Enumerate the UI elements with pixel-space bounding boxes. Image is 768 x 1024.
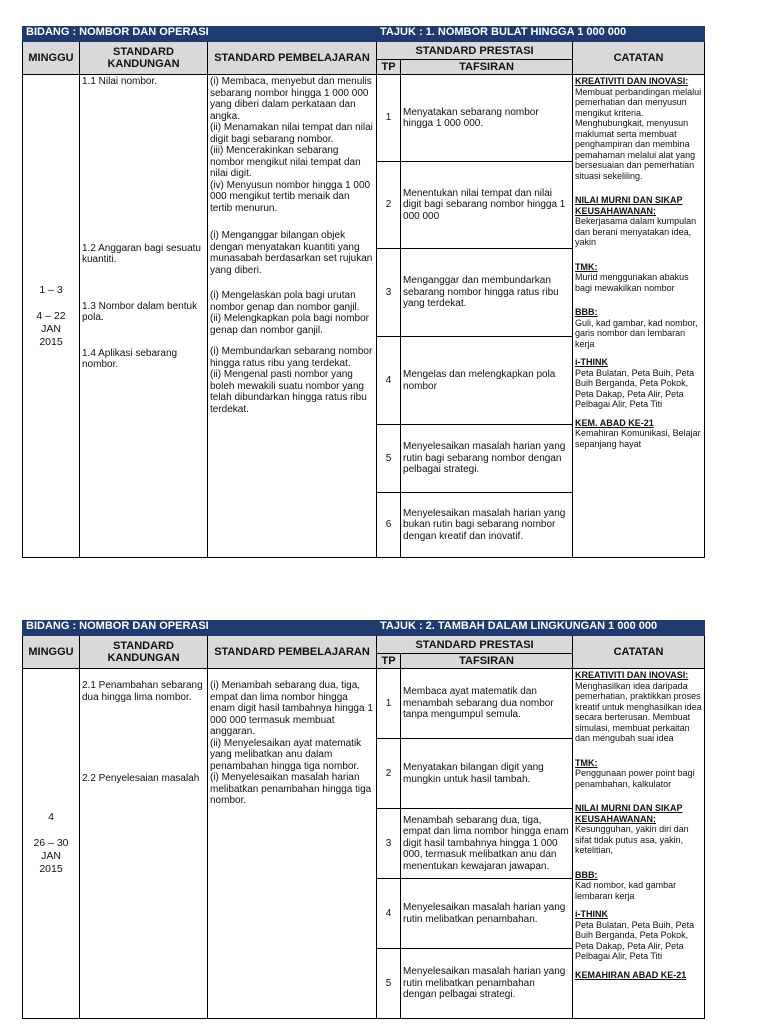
standard-kandungan-cell [80,75,208,558]
tp-level: 2 [377,162,401,249]
minggu-year: 2015 [39,863,63,875]
minggu-dates: 26 – 30 [33,837,69,849]
sp-item: (i) Menyelesaikan masalah harian melibatkan penambahan hingga tiga nombor. [210,772,372,806]
tp-level: 4 [377,879,401,949]
catatan-text: Bekerjasama dalam kumpulan dan berani menyatakan idea, yakin [575,216,697,247]
catatan-heading: KEMAHIRAN ABAD KE-21 [575,969,687,980]
minggu-cell [23,669,80,1019]
header-standard-prestasi: STANDARD PRESTASI [377,636,573,654]
catatan-heading: NILAI MURNI DAN SIKAP KEUSAHAWANAN: [575,195,683,216]
sp-item: (i) Membundarkan sebarang nombor hingga ratus ribu yang terdekat. [210,346,373,369]
catatan-heading: i-THINK [575,909,609,919]
header-tafsiran: TAFSIRAN [401,60,573,75]
rpt-sheet-2 [22,620,704,1019]
catatan-heading: TMK: [575,757,598,768]
bidang-label: BIDANG : NOMBOR DAN OPERASI [23,621,377,636]
catatan-text: Peta Bulatan, Peta Buih, Peta Buih Berganda, Peta Pokok, Peta Dakap, Peta Alir, Peta Pelbagai Alir, Peta Titi [575,367,695,409]
tp-level: 2 [377,739,401,809]
tafsiran-text: Menambah sebarang dua, tiga, empat dan lima nombor hingga enam digit hasil tambahnya hingga 1 000 000, termasuk melibatkan anu dan menentukan kewajaran jawapan. [401,809,573,879]
sk-item: 1.3 Nombor dalam bentuk pola. [82,300,198,323]
tp-level: 5 [377,425,401,493]
minggu-month: JAN [41,322,61,335]
standard-pembelajaran-cell [208,669,377,1019]
catatan-text: Kemahiran Komunikasi, Belajar sepanjang hayat [575,428,701,449]
catatan-heading: NILAI MURNI DAN SIKAP KEUSAHAWANAN: [575,803,683,824]
catatan-heading: TMK: [575,261,598,272]
header-standard-pembelajaran: STANDARD PEMBELAJARAN [208,636,377,669]
tp-level: 3 [377,809,401,879]
catatan-heading: KEM. ABAD KE-21 [575,417,654,428]
sk-item: 2.1 Penambahan sebarang dua hingga lima nombor. [82,680,203,703]
header-tp: TP [377,60,401,75]
tafsiran-text: Membaca ayat matematik dan menambah sebarang dua nombor tanpa mengumpul semula. [401,669,573,739]
rpt-table-2 [22,620,705,1019]
catatan-text: Penggunaan power point bagi penambahan, kalkulator [575,768,695,789]
sp-item: (ii) Melengkapkan pola bagi nombor genap dan nombor ganjil. [210,313,369,336]
standard-pembelajaran-cell [208,75,377,558]
tafsiran-text: Menyelesaikan masalah harian yang bukan rutin bagi sebarang nombor dengan kreatif dan inovatif. [401,493,573,558]
tafsiran-text: Menyelesaikan masalah harian yang rutin melibatkan penambahan dengan pelbagai strategi. [401,949,573,1019]
tp-level: 5 [377,949,401,1019]
sp-item: (i) Menambah sebarang dua, tiga, empat dan lima nombor hingga enam digit hasil tambahnya hingga 1 000 000 termasuk membuat anggaran. [210,680,373,737]
catatan-text: Guli, kad gambar, kad nombor, garis nombor dan lembaran kerja [575,317,698,349]
tp-level: 1 [377,669,401,739]
tafsiran-text: Menyelesaikan masalah harian yang rutin melibatkan penambahan. [401,879,573,949]
minggu-year: 2015 [39,335,63,348]
minggu-weeks: 1 – 3 [39,283,63,296]
header-standard-kandungan: STANDARD KANDUNGAN [80,636,208,669]
catatan-text: Kad nombor, kad gambar lembaran kerja [575,880,677,901]
tafsiran-text: Menyelesaikan masalah harian yang rutin bagi sebarang nombor dengan pelbagai strategi. [401,425,573,493]
sp-item: (iii) Mencerakinkan sebarang nombor mengikut nilai tempat dan nilai digit. [210,145,361,179]
minggu-month: JAN [41,850,61,862]
rpt-table-1 [22,26,705,558]
minggu-cell [23,75,80,558]
sp-item: (iv) Menyusun nombor hingga 1 000 000 mengikut tertib menaik dan tertib menurun. [210,179,371,214]
tafsiran-text: Menyatakan bilangan digit yang mungkin untuk hasil tambah. [401,739,573,809]
catatan-text: Kesungguhan, yakin diri dan sifat tidak putus asa, yakin, ketelitian, [575,824,689,855]
tajuk-label: TAJUK : 1. NOMBOR BULAT HINGGA 1 000 000 [377,27,705,42]
tp-level: 3 [377,249,401,337]
header-catatan: CATATAN [573,636,705,669]
header-catatan: CATATAN [573,42,705,75]
sk-item: 1.1 Nilai nombor. [82,76,158,87]
sp-item: (i) Mengelaskan pola bagi urutan nombor genap dan nombor ganjil. [210,290,360,313]
tafsiran-text: Menganggar dan membundarkan sebarang nombor hingga ratus ribu yang terdekat. [401,249,573,337]
catatan-heading: BBB: [575,869,598,880]
tafsiran-text: Menyatakan sebarang nombor hingga 1 000 000. [401,75,573,162]
header-standard-kandungan: STANDARD KANDUNGAN [80,42,208,75]
catatan-cell [573,75,705,558]
catatan-heading: BBB: [575,307,598,317]
tp-level: 4 [377,337,401,425]
header-standard-prestasi: STANDARD PRESTASI [377,42,573,60]
sk-item: 2.2 Penyelesaian masalah [82,773,200,784]
minggu-weeks: 4 [48,811,54,823]
catatan-text: Murid menggunakan abakus bagi mewakilkan nombor [575,272,689,293]
header-standard-pembelajaran: STANDARD PEMBELAJARAN [208,42,377,75]
sp-item: (i) Membaca, menyebut dan menulis sebarang nombor hingga 1 000 000 yang diberi dalam perkataan dan angka. [210,76,372,122]
tp-level: 1 [377,75,401,162]
tafsiran-text: Mengelas dan melengkapkan pola nombor [401,337,573,425]
header-tp: TP [377,654,401,669]
header-minggu: MINGGU [23,42,80,75]
sp-item: (i) Menganggar bilangan objek dengan menyatakan kuantiti yang munasabah berdasarkan set rujukan yang diberi. [210,230,373,276]
catatan-heading: i-THINK [575,357,609,367]
sk-item: 1.4 Aplikasi sebarang nombor. [82,347,178,370]
header-minggu: MINGGU [23,636,80,669]
catatan-text: Membuat perbandingan melalui pemerhatian dan menyusun mengikut kriteria. Menghubungkait, menyusun maklumat serta membuat penghampiran dan membina pemahaman melalui alat yang bersesuaian dan pemerhatian situasi sekeliling. [575,86,702,181]
catatan-heading: KREATIVITI DAN INOVASI: [575,76,689,86]
catatan-cell [573,669,705,1019]
catatan-heading: KREATIVITI DAN INOVASI: [575,670,689,680]
sp-item: (ii) Menyelesaikan ayat matematik yang melibatkan anu dalam penambahan hingga tiga nombor. [210,737,362,772]
standard-kandungan-cell [80,669,208,1019]
catatan-text: Peta Bulatan, Peta Buih, Peta Buih Berganda, Peta Pokok, Peta Dakap, Peta Alir, Peta Pelbagai Alir, Peta Titi [575,919,695,961]
tp-level: 6 [377,493,401,558]
sp-item: (ii) Menamakan nilai tempat dan nilai digit bagi sebarang nombor. [210,122,373,145]
bidang-label: BIDANG : NOMBOR DAN OPERASI [23,27,377,42]
rpt-sheet-1 [22,26,704,558]
sk-item: 1.2 Anggaran bagi sesuatu kuantiti. [82,242,201,265]
tafsiran-text: Menentukan nilai tempat dan nilai digit bagi sebarang nombor hingga 1 000 000 [401,162,573,249]
catatan-text: Menghasilkan idea daripada pemerhatian, praktikkan proses kreatif untuk menghasilkan idea secara berterusan. Membuat simulasi, membuat perkaitan dan mengubah suai idea [575,680,702,743]
minggu-dates: 4 – 22 [36,309,66,322]
header-tafsiran: TAFSIRAN [401,654,573,669]
sp-item: (ii) Mengenal pasti nombor yang boleh mewakili suatu nombor yang telah dibundarkan hingga ratus ribu terdekat. [210,369,367,415]
tajuk-label: TAJUK : 2. TAMBAH DALAM LINGKUNGAN 1 000 000 [377,621,705,636]
